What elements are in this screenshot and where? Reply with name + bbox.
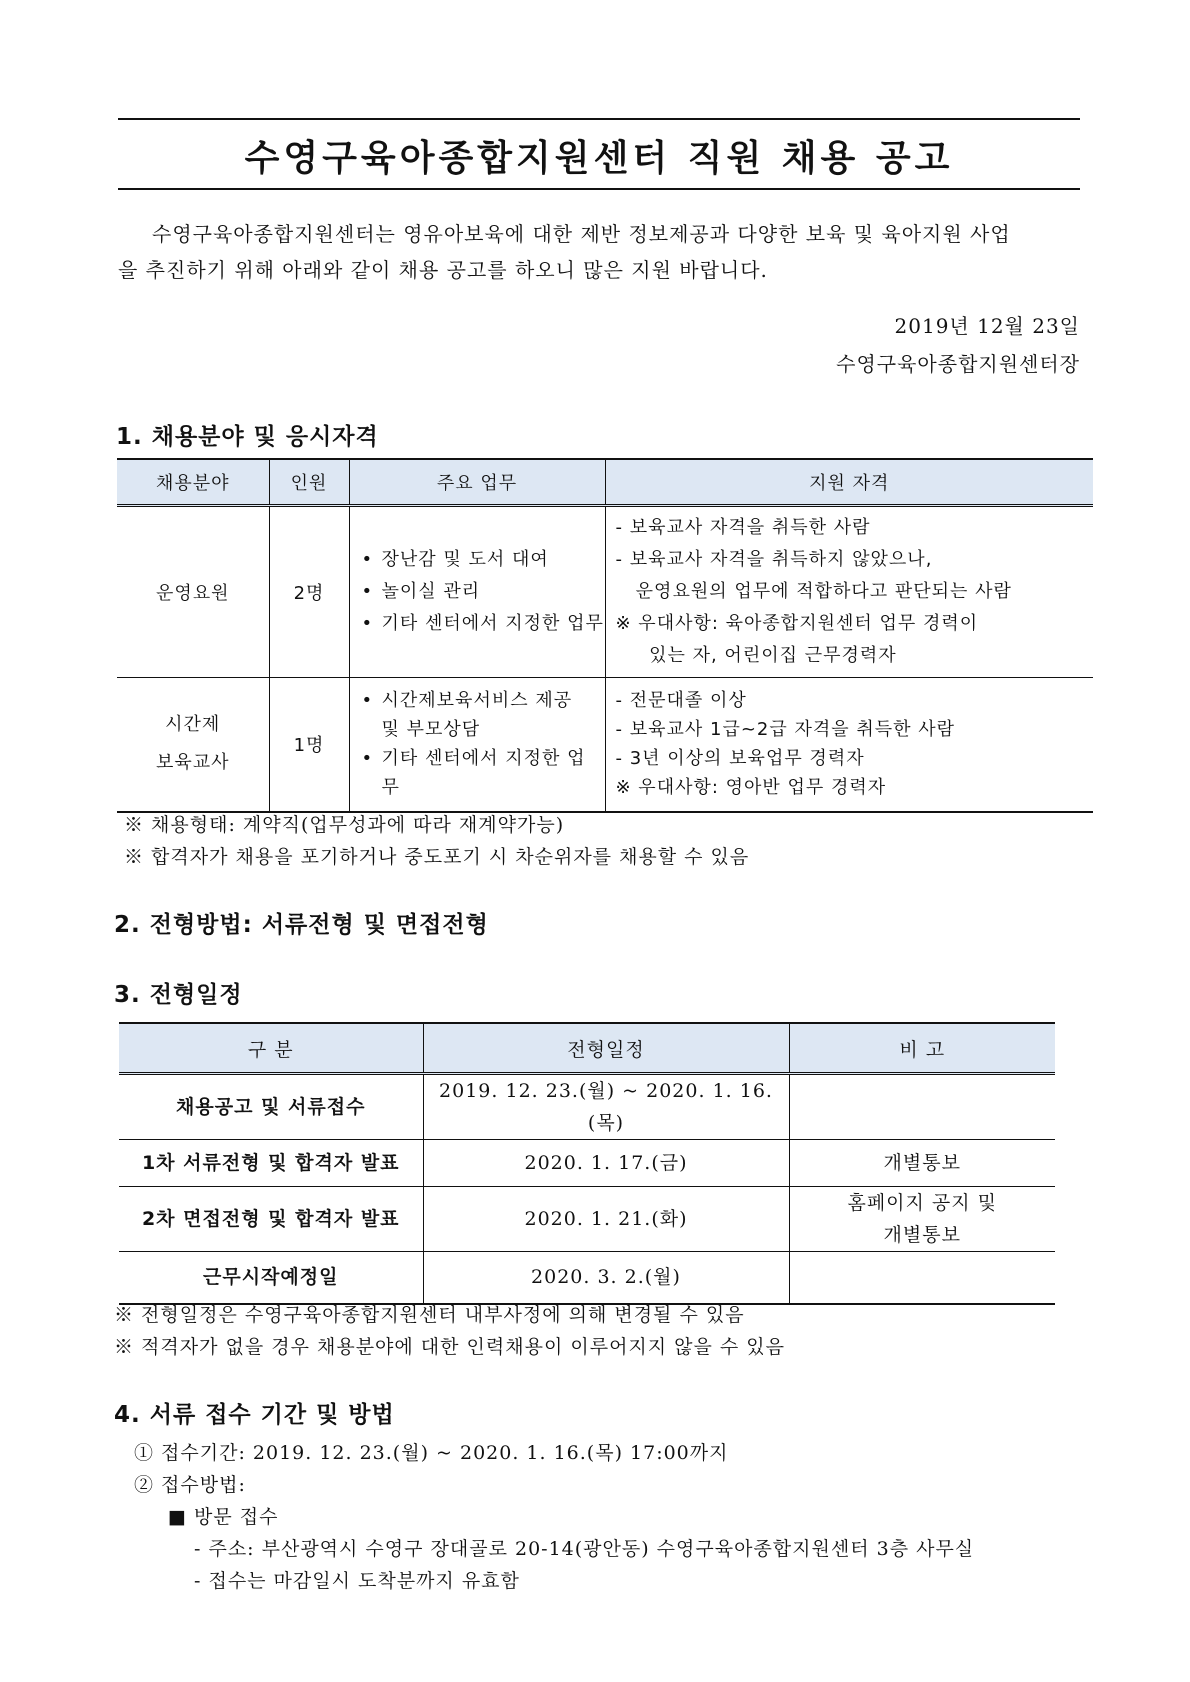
schedule-table-header [119,1023,1055,1074]
count-cell: 1명 [269,678,349,812]
section-1-heading: 1. 채용분야 및 응시자격 [116,424,379,450]
section-4-heading: 4. 서류 접수 기간 및 방법 [114,1402,395,1428]
qualification-item: - 보육교사 자격을 취득하지 않았으나, [615,549,933,570]
title-top-rule [118,118,1080,120]
qualification-item: - 3년 이상의 보육업무 경력자 [615,748,865,770]
qualifications-cell [605,678,1093,812]
header-remarks: 비 고 [789,1023,1055,1074]
remarks-cell: 홈페이지 공지 및 개별통보 [789,1187,1055,1252]
stage-cell: 2차 면접전형 및 합격자 발표 [119,1187,423,1252]
intro-line-1: 수영구육아종합지원센터는 영유아보육에 대한 제반 정보제공과 다양한 보육 및 육아지원 사업 [152,222,1011,246]
submission-address: - 주소: 부산광역시 수영구 장대골로 20-14(광안동) 수영구육아종합지원센터 3층 사무실 [194,1538,975,1560]
remarks-cell [789,1252,1055,1304]
schedule-table [119,1022,1055,1305]
section-2-heading: 2. 전형방법: 서류전형 및 면접전형 [114,912,489,938]
title-bottom-rule [118,188,1080,190]
remarks-cell [789,1074,1055,1140]
header-stage: 구 분 [119,1023,423,1074]
header-count: 인원 [269,459,349,506]
duty-item: • 시간제보육서비스 제공 및 부모상담 [362,686,597,744]
header-field: 채용분야 [117,459,269,506]
schedule-cell: 2020. 1. 17.(금) [423,1140,789,1187]
table-row [119,1140,1055,1187]
submission-period: ① 접수기간: 2019. 12. 23.(월) ~ 2020. 1. 16.(목) 17:00까지 [134,1442,729,1464]
table-row [119,1074,1055,1140]
schedule-cell: 2020. 3. 2.(월) [423,1252,789,1304]
section-3-heading: 3. 전형일정 [114,982,243,1008]
header-qualifications: 지원 자격 [605,459,1093,506]
duty-item: • 기타 센터에서 지정한 업무 [362,608,605,640]
header-schedule: 전형일정 [423,1023,789,1074]
stage-cell: 근무시작예정일 [119,1252,423,1304]
duty-item: • 장난감 및 도서 대여 [362,544,605,576]
field-cell: 운영요원 [117,506,269,678]
page-title: 수영구육아종합지원센터 직원 채용 공고 [244,138,954,179]
table-row [119,1252,1055,1304]
qualification-item: - 보육교사 자격을 취득한 사람 [615,517,871,538]
announcement-date: 2019년 12월 23일 [894,314,1080,338]
qualification-item: ※ 우대사항: 영아반 업무 경력자 [615,777,887,799]
issuer-name: 수영구육아종합지원센터장 [836,352,1080,376]
duty-item: • 놀이실 관리 [362,576,605,608]
stage-cell: 채용공고 및 서류접수 [119,1074,423,1140]
duties-cell [349,506,605,678]
count-cell: 2명 [269,506,349,678]
schedule-cell: 2019. 12. 23.(월) ~ 2020. 1. 16.(목) [423,1074,789,1140]
visit-submission: ■ 방문 접수 [168,1506,279,1528]
table-row [117,506,1093,678]
header-duties: 주요 업무 [349,459,605,506]
duties-cell [349,678,605,812]
qualification-item: 있는 자, 어린이집 근무경력자 [615,645,897,666]
intro-line-2: 을 추진하기 위해 아래와 같이 채용 공고를 하오니 많은 지원 바랍니다. [118,258,768,282]
section-3-note: ※ 전형일정은 수영구육아종합지원센터 내부사정에 의해 변경될 수 있음 [114,1304,745,1326]
qualifications-cell [605,506,1093,678]
section-1-note: ※ 합격자가 채용을 포기하거나 중도포기 시 차순위자를 채용할 수 있음 [124,846,750,868]
remarks-cell: 개별통보 [789,1140,1055,1187]
table-row [119,1187,1055,1252]
section-1-note: ※ 채용형태: 계약직(업무성과에 따라 재계약가능) [124,814,565,836]
qualification-item: - 보육교사 1급~2급 자격을 취득한 사람 [615,719,956,741]
schedule-cell: 2020. 1. 21.(화) [423,1187,789,1252]
qualification-item: - 전문대졸 이상 [615,690,747,712]
duty-item: • 기타 센터에서 지정한 업무 [362,744,597,802]
table-row [117,678,1093,812]
qualification-item: ※ 우대사항: 육아종합지원센터 업무 경력이 [615,613,979,634]
submission-method: ② 접수방법: [134,1474,246,1496]
section-3-note: ※ 적격자가 없을 경우 채용분야에 대한 인력채용이 이루어지지 않을 수 있음 [114,1336,786,1358]
field-cell: 시간제 보육교사 [117,678,269,812]
submission-deadline-note: - 접수는 마감일시 도착분까지 유효함 [194,1570,520,1592]
stage-cell: 1차 서류전형 및 합격자 발표 [119,1140,423,1187]
qualification-item: 운영요원의 업무에 적합하다고 판단되는 사람 [615,581,1012,602]
recruitment-table-header [117,459,1093,506]
recruitment-table [117,458,1093,813]
